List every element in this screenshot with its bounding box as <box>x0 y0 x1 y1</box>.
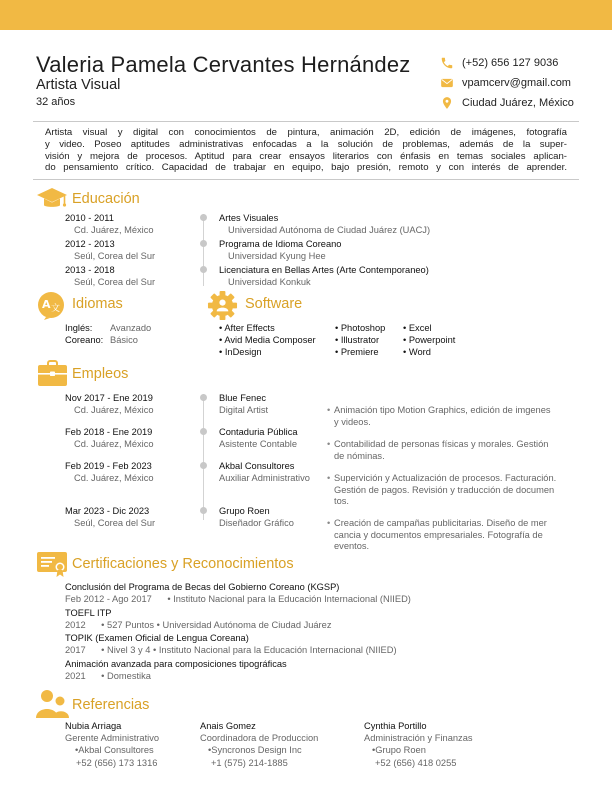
summary-line: do pensamiento crítico. Capacidad de trabajar en equipo, bajo presión, remoto y con interés de aprender. <box>45 162 567 174</box>
job-company: Grupo Roen <box>219 506 270 516</box>
location-text: Ciudad Juárez, México <box>462 97 574 109</box>
certification-detail: Feb 2012 - Ago 2017 • Instituto Nacional para la Educación Internacional (NIIED) <box>65 594 411 604</box>
job-description: • Supervición y Actualización de procesos. Facturación. Gestión de pagos. Revisión y traducción de documen tos. <box>334 473 574 508</box>
language-name: Coreano: <box>65 335 104 345</box>
certificate-icon <box>36 551 68 578</box>
reference-role: Gerente Administrativo <box>65 733 160 743</box>
job-company: Contaduria Pública <box>219 427 298 437</box>
section-title-languages: Idiomas <box>72 296 123 312</box>
phone-number: (+52) 656 127 9036 <box>462 57 559 69</box>
timeline-dot <box>200 266 207 273</box>
summary-top-rule <box>33 121 579 122</box>
employment-timeline-line <box>203 394 204 520</box>
svg-text:文: 文 <box>51 304 61 314</box>
reference-phone: +52 (656) 173 1316 <box>76 758 158 768</box>
translate-icon <box>36 291 66 321</box>
education-dates: 2010 - 2011 <box>65 213 114 223</box>
job-company: Akbal Consultores <box>219 461 295 471</box>
timeline-dot <box>200 214 207 221</box>
job-place: Seúl, Corea del Sur <box>74 518 156 528</box>
job-title: Artista Visual <box>36 77 121 93</box>
job-description: • Creación de campañas publicitarias. Diseño de mer cancia y documentos empresariales. Fotografía de eventos. <box>334 518 574 553</box>
timeline-dot <box>200 507 207 514</box>
job-dates: Feb 2018 - Ene 2019 <box>65 427 153 437</box>
person-name: Valeria Pamela Cervantes Hernández <box>36 52 411 77</box>
certification-name: TOEFL ITP <box>65 608 112 618</box>
timeline-dot <box>200 428 207 435</box>
software-item: • Powerpoint <box>403 335 456 345</box>
job-dates: Nov 2017 - Ene 2019 <box>65 393 153 403</box>
reference-company: •Syncronos Design Inc <box>208 745 302 755</box>
software-item: • After Effects <box>219 323 275 333</box>
section-title-employment: Empleos <box>72 366 129 382</box>
software-item: • Premiere <box>335 347 379 357</box>
graduation-cap-icon <box>36 186 68 212</box>
job-position: Asistente Contable <box>219 439 298 449</box>
education-school: Universidad Konkuk <box>228 277 311 287</box>
education-program: Programa de Idioma Coreano <box>219 239 342 249</box>
section-title-software: Software <box>245 296 303 312</box>
certification-name: Conclusión del Programa de Becas del Gobierno Coreano (KGSP) <box>65 582 340 592</box>
job-position: Auxiliar Administrativo <box>219 473 310 483</box>
certification-detail: 2021 • Domestika <box>65 671 151 681</box>
job-description: • Animación tipo Motion Graphics, edición de imgenes y videos. <box>334 405 574 428</box>
software-item: • InDesign <box>219 347 262 357</box>
education-program: Artes Visuales <box>219 213 279 223</box>
education-dates: 2013 - 2018 <box>65 265 115 275</box>
summary-line: Artista visual y digital con conocimientos de pintura, animación 2D, edición de imágenes, fotografía <box>45 127 567 138</box>
software-item: • Avid Media Composer <box>219 335 316 345</box>
contact-location <box>440 95 574 111</box>
email-address[interactable]: vpamcerv@gmail.com <box>462 77 571 89</box>
education-program: Licenciatura en Bellas Artes (Arte Contemporaneo) <box>219 265 429 275</box>
contact-phone <box>440 55 558 71</box>
phone-icon <box>440 56 454 70</box>
reference-company: •Grupo Roen <box>372 745 426 755</box>
job-position: Diseñador Gráfico <box>219 518 294 528</box>
education-place: Cd. Juárez, México <box>74 225 154 235</box>
job-company: Blue Fenec <box>219 393 267 403</box>
timeline-dot <box>200 462 207 469</box>
briefcase-icon <box>37 360 68 387</box>
reference-name: Nubia Arriaga <box>65 721 122 731</box>
timeline-dot <box>200 240 207 247</box>
reference-name: Cynthia Portillo <box>364 721 427 731</box>
job-place: Cd. Juárez, México <box>74 439 154 449</box>
education-school: Universidad Autónoma de Ciudad Juárez (UACJ) <box>228 225 431 235</box>
job-description: • Contabilidad de personas físicas y morales. Gestión de nóminas. <box>334 439 574 462</box>
age-text: 32 años <box>36 96 76 108</box>
summary-line: y video. Poseo aptitudes administrativas enfocadas a la solución de problemas, además de la super- <box>45 138 567 150</box>
job-place: Cd. Juárez, México <box>74 473 154 483</box>
education-place: Seúl, Corea del Sur <box>74 277 156 287</box>
mail-icon <box>440 76 454 90</box>
education-timeline-line <box>203 214 204 286</box>
top-accent-bar <box>0 0 612 30</box>
language-name: Inglés: <box>65 323 93 333</box>
certification-detail: 2012 • 527 Puntos • Universidad Autónoma de Ciudad Juárez <box>65 620 332 630</box>
reference-role: Coordinadora de Produccion <box>200 733 319 743</box>
reference-name: Anais Gomez <box>200 721 256 731</box>
job-place: Cd. Juárez, México <box>74 405 154 415</box>
people-icon <box>36 689 69 719</box>
software-item: • Photoshop <box>335 323 386 333</box>
software-item: • Excel <box>403 323 432 333</box>
language-level: Básico <box>110 335 138 345</box>
section-title-education: Educación <box>72 191 140 207</box>
gear-icon <box>207 290 238 321</box>
education-dates: 2012 - 2013 <box>65 239 115 249</box>
professional-summary <box>45 127 567 174</box>
job-dates: Mar 2023 - Dic 2023 <box>65 506 150 516</box>
section-title-certifications: Certificaciones y Reconocimientos <box>72 556 294 572</box>
software-item: • Word <box>403 347 431 357</box>
contact-email <box>440 75 571 91</box>
summary-bottom-rule <box>33 179 579 180</box>
software-item: • Illustrator <box>335 335 380 345</box>
certification-name: Animación avanzada para composiciones tipográficas <box>65 659 287 669</box>
svg-text:A: A <box>42 298 51 311</box>
job-dates: Feb 2019 - Feb 2023 <box>65 461 152 471</box>
reference-phone: +52 (656) 418 0255 <box>375 758 457 768</box>
certification-detail: 2017 • Nivel 3 y 4 • Instituto Nacional para la Educación Internacional (NIIED) <box>65 645 397 655</box>
language-level: Avanzado <box>110 323 152 333</box>
timeline-dot <box>200 394 207 401</box>
education-place: Seúl, Corea del Sur <box>74 251 156 261</box>
reference-role: Administración y Finanzas <box>364 733 473 743</box>
reference-phone: +1 (575) 214-1885 <box>211 758 288 768</box>
job-position: Digital Artist <box>219 405 269 415</box>
section-title-references: Referencias <box>72 697 150 713</box>
location-pin-icon <box>440 96 454 110</box>
education-school: Universidad Kyung Hee <box>228 251 326 261</box>
reference-company: •Akbal Consultores <box>75 745 154 755</box>
summary-line: visión y mejora de procesos. Aptitud para crear ensayos literarios con énfasis en temas sociales aplican- <box>45 150 567 162</box>
certification-name: TOPIK (Examen Oficial de Lengua Coreana) <box>65 633 249 643</box>
